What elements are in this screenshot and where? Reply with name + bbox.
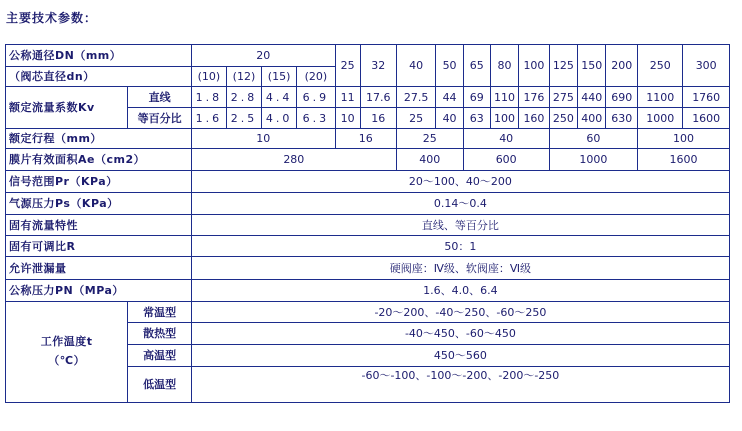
kv-equal-value: 40	[436, 108, 463, 129]
leakage-row	[6, 257, 730, 280]
area-value: 1600	[638, 149, 730, 171]
kv-equal-value: 1.6	[191, 108, 226, 129]
dn-size: 150	[578, 45, 606, 87]
stroke-row	[6, 129, 730, 149]
kv-equal-value: 1600	[683, 108, 730, 129]
kv-linear-value: 2.8	[226, 87, 261, 108]
spec-table	[5, 44, 730, 403]
temp-label-line1: 工作温度t	[40, 335, 93, 349]
area-value: 280	[191, 149, 396, 171]
signal-label: 信号范围Pr（KPa）	[6, 171, 192, 193]
kv-equal-value: 4.0	[262, 108, 297, 129]
stroke-value: 16	[335, 129, 396, 149]
dn-group-header: 20	[191, 45, 335, 67]
area-value: 600	[463, 149, 549, 171]
characteristic-row	[6, 215, 730, 236]
kv-linear-row	[6, 87, 730, 108]
kv-linear-label: 直线	[128, 87, 191, 108]
kv-equal-value: 1000	[638, 108, 683, 129]
area-label: 膜片有效面积Ae（cm2）	[6, 149, 192, 171]
temp-high-label: 高温型	[128, 345, 191, 367]
kv-equal-value: 160	[519, 108, 550, 129]
temp-low-label: 低温型	[128, 367, 191, 403]
kv-linear-value: 27.5	[396, 87, 436, 108]
dn-size: 25	[335, 45, 360, 87]
dn-size: 65	[463, 45, 490, 87]
kv-linear-value: 4.4	[262, 87, 297, 108]
kv-linear-value: 6.9	[297, 87, 336, 108]
page-title: 主要技术参数：	[6, 11, 98, 25]
rangeability-value: 50：1	[191, 236, 729, 257]
kv-equal-label: 等百分比	[128, 108, 191, 129]
kv-equal-value: 250	[549, 108, 577, 129]
leakage-value: 硬阀座：Ⅳ级、软阀座：Ⅵ级	[191, 257, 729, 280]
kv-linear-value: 275	[549, 87, 577, 108]
characteristic-value: 直线、等百分比	[191, 215, 729, 236]
kv-linear-value: 440	[578, 87, 606, 108]
kv-linear-value: 690	[606, 87, 638, 108]
temp-low-value: -60～-100、-100～-200、-200～-250	[191, 367, 729, 403]
kv-linear-value: 176	[519, 87, 550, 108]
kv-label: 额定流量系数Kv	[6, 87, 128, 129]
kv-linear-value: 1100	[638, 87, 683, 108]
stroke-value: 25	[396, 129, 463, 149]
kv-equal-value: 63	[463, 108, 490, 129]
dn-size: 300	[683, 45, 730, 87]
temp-label-line2: （℃）	[48, 354, 86, 367]
dn-size: 80	[490, 45, 518, 87]
kv-linear-value: 1.8	[191, 87, 226, 108]
signal-value: 20～100、40～200	[191, 171, 729, 193]
dn-sub-size: (15)	[262, 67, 297, 87]
kv-linear-value: 1760	[683, 87, 730, 108]
kv-linear-value: 110	[490, 87, 518, 108]
kv-equal-value: 400	[578, 108, 606, 129]
pressure-label: 公称压力PN（MPa）	[6, 280, 192, 302]
kv-equal-value: 2.5	[226, 108, 261, 129]
kv-equal-value: 25	[396, 108, 436, 129]
dn-size: 40	[396, 45, 436, 87]
rangeability-row	[6, 236, 730, 257]
dn-sublabel: （阀芯直径dn）	[6, 67, 192, 87]
pressure-value: 1.6、4.0、6.4	[191, 280, 729, 302]
dn-size: 125	[549, 45, 577, 87]
kv-equal-value: 100	[490, 108, 518, 129]
temp-normal-value: -20～200、-40～250、-60～250	[191, 302, 729, 323]
signal-row	[6, 171, 730, 193]
dn-label: 公称通径DN（mm）	[6, 45, 192, 67]
dn-size: 32	[360, 45, 396, 87]
dn-size: 100	[519, 45, 550, 87]
dn-sub-size: (12)	[226, 67, 261, 87]
temp-normal-row	[6, 302, 730, 323]
stroke-value: 60	[549, 129, 637, 149]
dn-sub-size: (10)	[191, 67, 226, 87]
area-row	[6, 149, 730, 171]
kv-equal-value: 10	[335, 108, 360, 129]
dn-sub-size: (20)	[297, 67, 336, 87]
temp-normal-label: 常温型	[128, 302, 191, 323]
area-value: 1000	[549, 149, 637, 171]
characteristic-label: 固有流量特性	[6, 215, 192, 236]
kv-linear-value: 44	[436, 87, 463, 108]
kv-linear-value: 17.6	[360, 87, 396, 108]
pressure-row	[6, 280, 730, 302]
air-label: 气源压力Ps（KPa）	[6, 193, 192, 215]
area-value: 400	[396, 149, 463, 171]
leakage-label: 允许泄漏量	[6, 257, 192, 280]
air-value: 0.14～0.4	[191, 193, 729, 215]
rangeability-label: 固有可调比R	[6, 236, 192, 257]
kv-linear-value: 69	[463, 87, 490, 108]
dn-size: 200	[606, 45, 638, 87]
stroke-label: 额定行程（mm）	[6, 129, 192, 149]
kv-equal-value: 6.3	[297, 108, 336, 129]
stroke-value: 40	[463, 129, 549, 149]
kv-linear-value: 11	[335, 87, 360, 108]
stroke-value: 100	[638, 129, 730, 149]
temp-high-value: 450～560	[191, 345, 729, 367]
temp-heat-value: -40～450、-60～450	[191, 323, 729, 345]
dn-size: 250	[638, 45, 683, 87]
kv-equal-value: 16	[360, 108, 396, 129]
temp-heat-label: 散热型	[128, 323, 191, 345]
dn-row-1	[6, 45, 730, 67]
stroke-value: 10	[191, 129, 335, 149]
kv-equal-value: 630	[606, 108, 638, 129]
temp-label	[6, 302, 128, 403]
dn-size: 50	[436, 45, 463, 87]
air-row	[6, 193, 730, 215]
